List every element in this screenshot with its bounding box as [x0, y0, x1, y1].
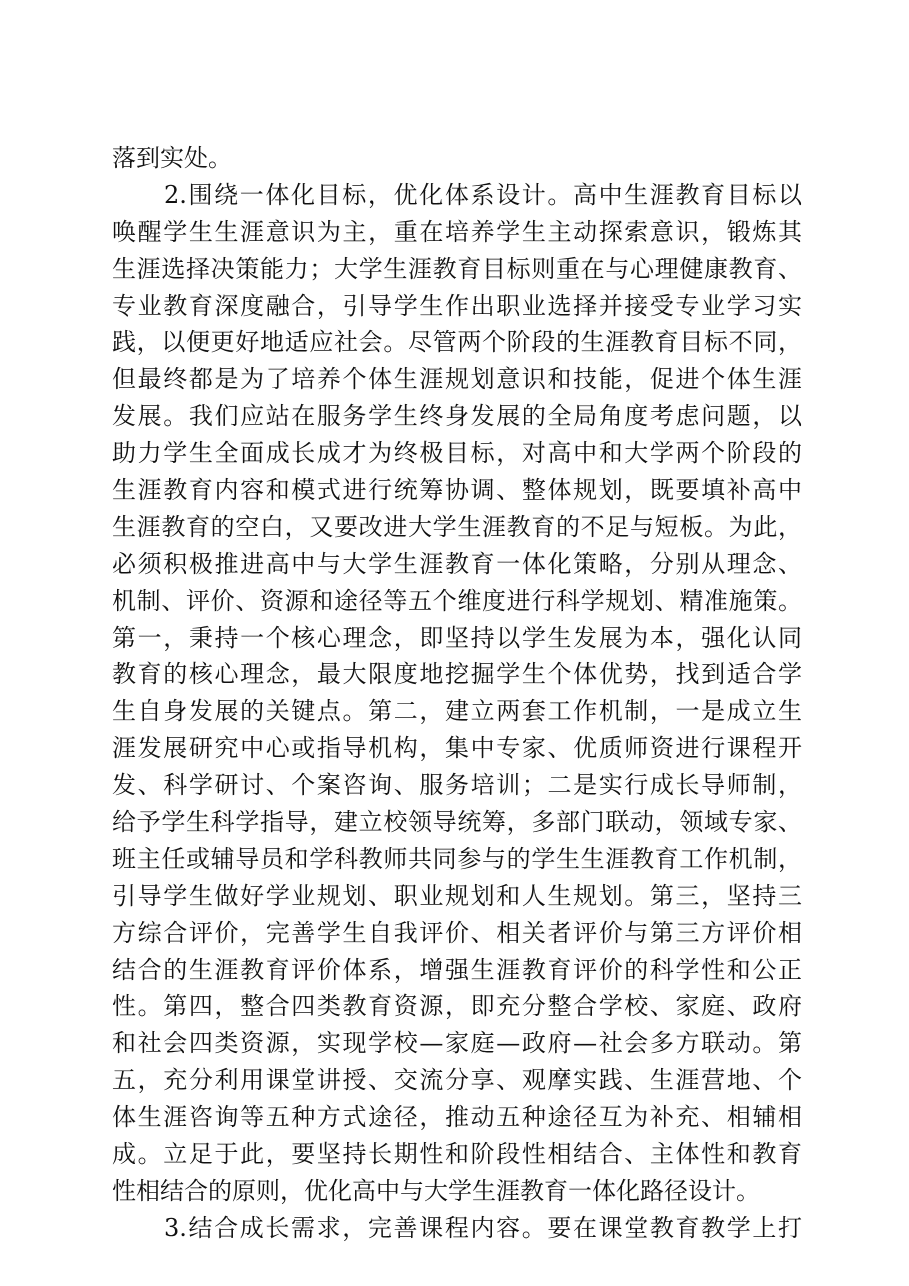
text-line: 涯发展研究中心或指导机构，集中专家、优质师资进行课程开 [112, 734, 802, 763]
text-line: 唤醒学生生涯意识为主，重在培养学生主动探索意识，锻炼其 [112, 217, 802, 246]
text-line: 发展。我们应站在服务学生终身发展的全局角度考虑问题，以 [112, 402, 802, 431]
text-line: 生涯教育的空白，又要改进大学生涯教育的不足与短板。为此， [112, 512, 802, 541]
body-text [112, 140, 802, 1247]
text-line: 但最终都是为了培养个体生涯规划意识和技能，促进个体生涯 [112, 365, 802, 394]
text-line: 生涯教育内容和模式进行统筹协调、整体规划，既要填补高中 [112, 476, 802, 505]
text-line: 性。第四，整合四类教育资源，即充分整合学校、家庭、政府 [112, 992, 802, 1021]
text-line: 生涯选择决策能力；大学生涯教育目标则重在与心理健康教育、 [112, 254, 802, 283]
text-line: 班主任或辅导员和学科教师共同参与的学生生涯教育工作机制， [112, 844, 802, 873]
text-line: 体生涯咨询等五种方式途径，推动五种途径互为补充、相辅相 [112, 1103, 802, 1132]
text-line: 方综合评价，完善学生自我评价、相关者评价与第三方评价相 [112, 918, 802, 947]
text-line: 性相结合的原则，优化高中与大学生涯教育一体化路径设计。 [112, 1176, 760, 1205]
text-line: 发、科学研讨、个案咨询、服务培训；二是实行成长导师制， [112, 771, 802, 800]
text-line: 助力学生全面成长成才为终极目标，对高中和大学两个阶段的 [112, 439, 802, 468]
text-line: 教育的核心理念，最大限度地挖掘学生个体优势，找到适合学 [112, 660, 802, 689]
text-line: 给予学生科学指导，建立校领导统筹，多部门联动，领域专家、 [112, 808, 802, 837]
text-line: 落到实处。 [112, 144, 232, 172]
text-line: 和社会四类资源，实现学校—家庭—政府—社会多方联动。第 [112, 1029, 802, 1058]
text-line: 专业教育深度融合，引导学生作出职业选择并接受专业学习实 [112, 291, 802, 320]
text-line: 必须积极推进高中与大学生涯教育一体化策略，分别从理念、 [112, 549, 802, 578]
text-line: 机制、评价、资源和途径等五个维度进行科学规划、精准施策。 [112, 586, 802, 615]
paragraph-2-first-line: 2.围绕一体化目标，优化体系设计。高中生涯教育目标以 [164, 180, 802, 209]
text-line: 成。立足于此，要坚持长期性和阶段性相结合、主体性和教育 [112, 1140, 802, 1169]
text-line: 引导学生做好学业规划、职业规划和人生规划。第三，坚持三 [112, 881, 802, 910]
paragraph-3-first-line: 3.结合成长需求，完善课程内容。要在课堂教育教学上打 [164, 1213, 802, 1242]
text-line: 生自身发展的关键点。第二，建立两套工作机制，一是成立生 [112, 697, 802, 726]
text-line: 第一，秉持一个核心理念，即坚持以学生发展为本，强化认同 [112, 623, 802, 652]
text-line: 结合的生涯教育评价体系，增强生涯教育评价的科学性和公正 [112, 955, 802, 984]
text-line: 践，以便更好地适应社会。尽管两个阶段的生涯教育目标不同， [112, 328, 802, 357]
text-line: 五，充分利用课堂讲授、交流分享、观摩实践、生涯营地、个 [112, 1066, 802, 1095]
